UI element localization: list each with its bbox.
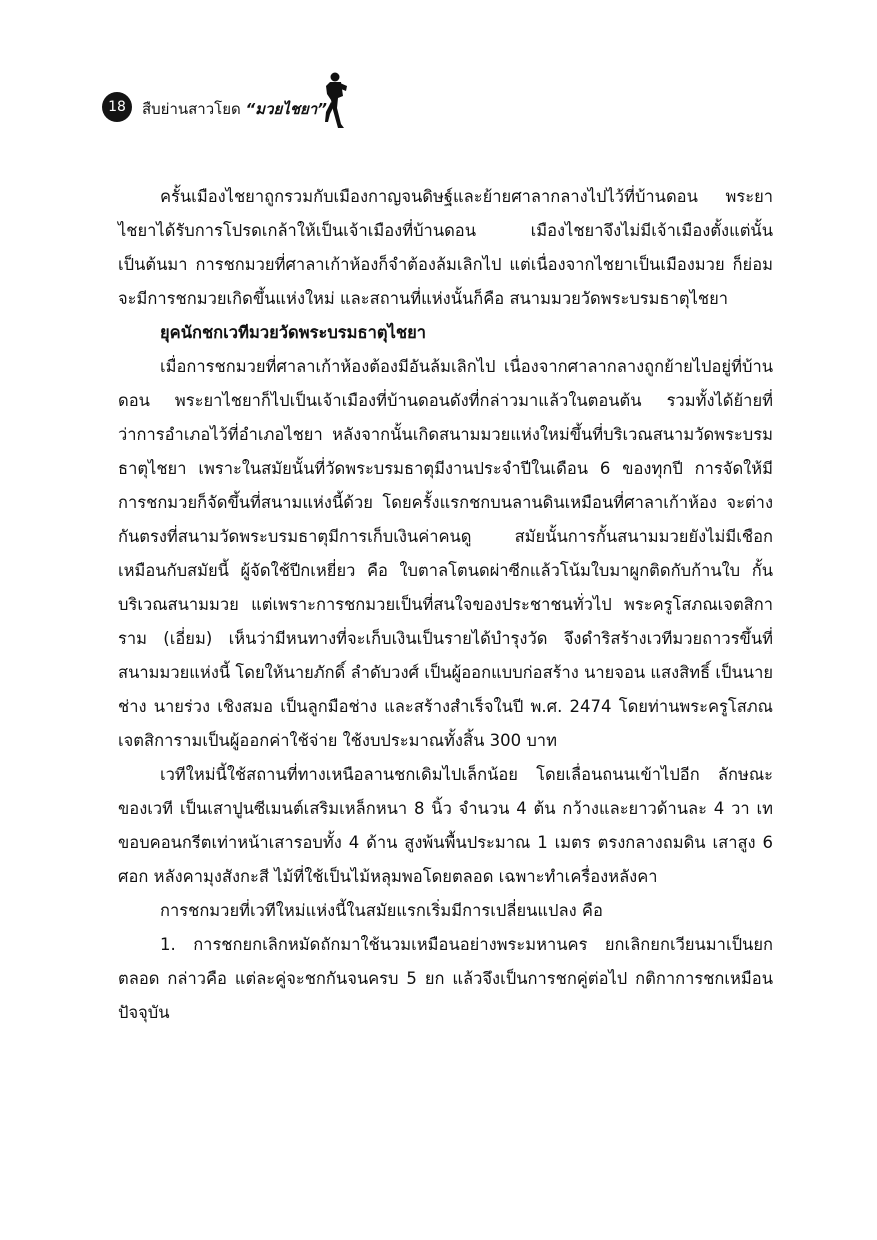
running-title-emph: “มวยไชยา” (245, 100, 327, 118)
paragraph-5: 1. การชกยกเลิกหมัดถักมาใช้นวมเหมือนอย่างพระมหานคร ยกเลิกยกเวียนมาเป็นยกตลอด กล่าวคือ แต่ละคู่จะชกกันจนครบ 5 ยก แล้วจึงเป็นการชกคู่ต่อไป กติกาการชกเหมือนปัจจุบัน (118, 935, 773, 1022)
running-title (142, 97, 327, 121)
section-heading: ยุคนักชกเวทีมวยวัดพระบรมธาตุไชยา (160, 323, 427, 342)
boxer-silhouette-icon (322, 72, 348, 130)
paragraph-2: เมื่อการชกมวยที่ศาลาเก้าห้องต้องมีอันล้มเลิกไป เนื่องจากศาลากลางถูกย้ายไปอยู่ที่บ้านดอน พระยาไชยาก็ไปเป็นเจ้าเมืองที่บ้านดอนดังที่กล่าวมาแล้วในตอนต้น รวมทั้งได้ย้ายที่ว่าการอำเภอไว้ที่อำเภอไชยา หลังจากนั้นเกิดสนามมวยแห่งใหม่ขึ้นที่บริเวณสนามวัดพระบรมธาตุไชยา เพราะในสมัยนั้นที่วัดพระบรมธาตุมีงานประจำปีในเดือน 6 ของทุกปี การจัดให้มีการชกมวยก็จัดขึ้นที่สนามแห่งนี้ด้วย โดยครั้งแรกชกบนลานดินเหมือนที่ศาลาเก้าห้อง จะต่างกันตรงที่สนามวัดพระบรมธาตุมีการเก็บเงินค่าคนดู สมัยนั้นการกั้นสนามมวยยังไม่มีเชือกเหมือนกับสมัยนี้ ผู้จัดใช้ปีกเหยี่ยว คือ ใบตาลโตนดผ่าซีกแล้วโน้มใบมาผูกติดกับก้านใบ กั้นบริเวณสนามมวย แต่เพราะการชกมวยเป็นที่สนใจของประชาชนทั่วไป พระครูโสภณเจตสิการาม (เอี่ยม) เห็นว่ามีหนทางที่จะเก็บเงินเป็นรายได้บำรุงวัด จึงดำริสร้างเวทีมวยถาวรขึ้นที่สนามมวยแห่งนี้ โดยให้นายภักดิ์ ลำดับวงศ์ เป็นผู้ออกแบบก่อสร้าง นายจอน แสงสิทธิ์ เป็นนายช่าง นายร่วง เชิงสมอ เป็นลูกมือช่าง และสร้างสำเร็จในปี พ.ศ. 2474 โดยท่านพระครูโสภณเจตสิการามเป็นผู้ออกค่าใช้จ่าย ใช้งบประมาณทั้งสิ้น 300 บาท (118, 357, 774, 750)
page-body (118, 180, 773, 1030)
paragraph-4: การชกมวยที่เวทีใหม่แห่งนี้ในสมัยแรกเริ่มมีการเปลี่ยนแปลง คือ (160, 901, 603, 920)
running-title-main: สืบย่านสาวโยด (142, 100, 241, 118)
paragraph-3: เวทีใหม่นี้ใช้สถานที่ทางเหนือลานชกเดิมไปเล็กน้อย โดยเลื่อนถนนเข้าไปอีก ลักษณะของเวที เป็นเสาปูนซีเมนต์เสริมเหล็กหนา 8 นิ้ว จำนวน 4 ต้น กว้างและยาวด้านละ 4 วา เทขอบคอนกรีตเท่าหน้าเสารอบทั้ง 4 ด้าน สูงพ้นพื้นประมาณ 1 เมตร ตรงกลางถมดิน เสาสูง 6 ศอก หลังคามุงสังกะสี ไม้ที่ใช้เป็นไม้หลุมพอโดยตลอด เฉพาะทำเครื่องหลังคา (118, 765, 773, 886)
page-number: 18 (102, 92, 132, 122)
page-header (102, 72, 402, 132)
paragraph-1: ครั้นเมืองไชยาถูกรวมกับเมืองกาญจนดิษฐ์และย้ายศาลากลางไปไว้ที่บ้านดอน พระยาไชยาได้รับการโปรดเกล้าให้เป็นเจ้าเมืองที่บ้านดอน เมืองไชยาจึงไม่มีเจ้าเมืองตั้งแต่นั้นเป็นต้นมา การชกมวยที่ศาลาเก้าห้องก็จำต้องล้มเลิกไป แต่เนื่องจากไชยาเป็นเมืองมวย ก็ย่อมจะมีการชกมวยเกิดขึ้นแห่งใหม่ และสถานที่แห่งนั้นก็คือ สนามมวยวัดพระบรมธาตุไชยา (118, 187, 773, 308)
